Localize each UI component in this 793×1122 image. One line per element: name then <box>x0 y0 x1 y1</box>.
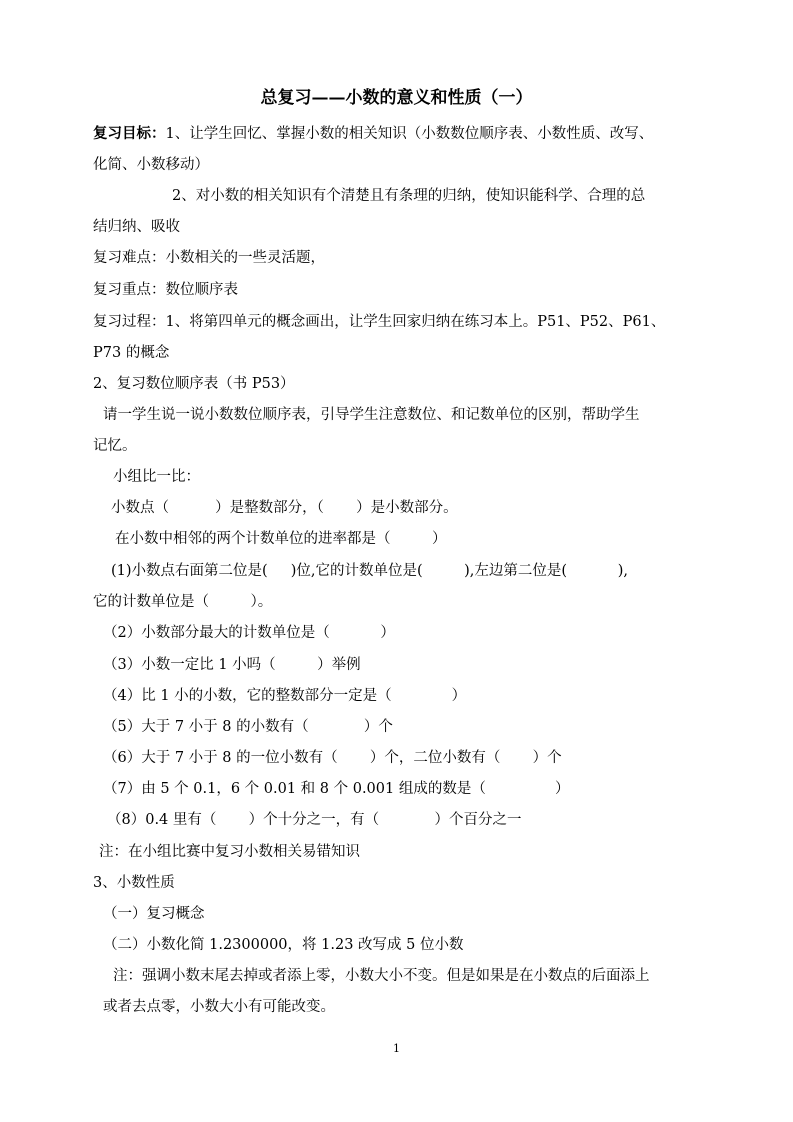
question-1-a: (1)小数点右面第二位是( )位,它的计数单位是( ),左边第二位是( ), <box>111 563 629 579</box>
objectives-line-1 <box>93 124 653 144</box>
question-4: （4）比 1 小的小数，它的整数部分一定是（ ） <box>103 688 467 704</box>
question-6: （6）大于 7 小于 8 的一位小数有（ ）个，二位小数有（ ）个 <box>103 750 562 766</box>
question-rate: 在小数中相邻的两个计数单位的进率都是（ ） <box>115 531 447 547</box>
process-text-a: 复习过程：1、将第四单元的概念画出，让学生回家归纳在练习本上。P51、P52、P61、 <box>93 314 666 330</box>
difficulty-text: 复习难点：小数相关的一些灵活题， <box>93 250 325 266</box>
question-decimal-point: 小数点（ ）是整数部分，（ ）是小数部分。 <box>111 500 458 516</box>
question-8: （8）0.4 里有（ ）个十分之一，有（ ）个百分之一 <box>107 812 522 828</box>
question-5: （5）大于 7 小于 8 的小数有（ ）个 <box>103 719 393 735</box>
objective-2-text-a: 2、对小数的相关知识有个清楚且有条理的归纳，使知识能科学、合理的总 <box>172 188 646 204</box>
document-title: 总复习——小数的意义和性质（一） <box>260 88 533 108</box>
focus-text: 复习重点：数位顺序表 <box>93 282 238 298</box>
group-compare-label: 小组比一比： <box>113 469 200 485</box>
section2-intro-b: 记忆。 <box>93 438 137 454</box>
section3-heading: 3、小数性质 <box>93 875 175 891</box>
process-text-b: P73 的概念 <box>93 345 170 361</box>
objective-2-text-b: 结归纳、吸收 <box>93 219 180 235</box>
section3-sub-1: （一）复习概念 <box>103 906 205 922</box>
question-1-b: 它的计数单位是（ ）。 <box>93 594 273 610</box>
section3-sub-2: （二）小数化简 1.2300000，将 1.23 改写成 5 位小数 <box>103 937 464 953</box>
question-2: （2）小数部分最大的计数单位是（ ） <box>103 625 395 641</box>
objective-1-text-a: 1、让学生回忆、掌握小数的相关知识（小数数位顺序表、小数性质、改写、 <box>165 126 654 142</box>
section2-note: 注：在小组比赛中复习小数相关易错知识 <box>99 844 360 860</box>
section3-note-a: 注：强调小数末尾去掉或者添上零，小数大小不变。但是如果是在小数点的后面添上 <box>113 968 650 984</box>
question-7: （7）由 5 个 0.1，6 个 0.01 和 8 个 0.001 组成的数是（ ） <box>103 781 570 797</box>
objectives-label: 复习目标： <box>93 125 166 142</box>
objective-1-text-b: 化简、小数移动） <box>93 157 209 173</box>
section3-note-b: 或者去点零，小数大小有可能改变。 <box>103 999 335 1015</box>
page-number: 1 <box>393 1042 400 1055</box>
section2-heading: 2、复习数位顺序表（书 P53） <box>93 376 295 392</box>
section2-intro-a: 请一学生说一说小数数位顺序表，引导学生注意数位、和记数单位的区别，帮助学生 <box>103 407 640 423</box>
question-3: （3）小数一定比 1 小吗（ ）举例 <box>103 657 361 673</box>
